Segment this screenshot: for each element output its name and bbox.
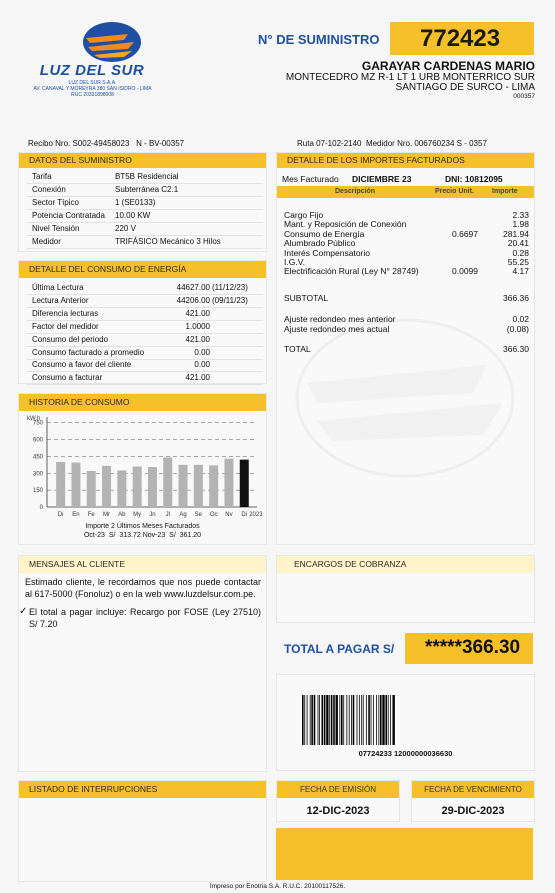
company-logo	[20, 18, 165, 103]
consumption-row	[19, 296, 266, 306]
x-tick-label: Se	[194, 512, 203, 518]
emission-date-label: FECHA DE EMISIÓN	[277, 781, 399, 798]
billed-month-value: DICIEMBRE 23	[352, 174, 412, 184]
x-tick-label: Jl	[165, 512, 170, 518]
history-title: HISTORIA DE CONSUMO	[19, 394, 266, 411]
supply-detail-value: 1 (SE0133)	[115, 198, 156, 207]
consumption-row	[19, 348, 266, 358]
row-divider	[27, 294, 263, 295]
y-tick-label: 0	[39, 505, 43, 511]
supply-detail-row	[19, 172, 266, 182]
charges-title: DETALLE DE LOS IMPORTES FACTURADOS	[277, 153, 534, 168]
row-divider	[27, 222, 263, 223]
consumption-row	[19, 283, 266, 293]
x-tick-label: Di	[241, 512, 248, 518]
supply-detail-value: 220 V	[115, 224, 136, 233]
charge-amount: 20.41	[507, 238, 529, 249]
total-to-pay-label: TOTAL A PAGAR S/	[284, 642, 395, 656]
supply-detail-value: BT5B Residencial	[115, 172, 179, 181]
charge-description: Electrificación Rural (Ley N° 28749)	[284, 266, 419, 277]
consumption-row	[19, 360, 266, 370]
due-date-value: 29-DIC-2023	[441, 805, 505, 817]
history-panel	[18, 393, 267, 545]
charge-description: I.G.V.	[284, 257, 305, 267]
message-fose: El total a pagar incluye: Recargo por FOSE (Ley 27510) S/ 7.20	[29, 607, 261, 629]
x-tick-label: Jn	[149, 512, 156, 518]
row-divider	[27, 371, 263, 372]
consumption-panel	[18, 260, 267, 384]
interruptions-title: LISTADO DE INTERRUPCIONES	[19, 781, 266, 798]
col-unit-price: Precio Unit.	[435, 188, 474, 195]
supply-detail-label: Medidor	[32, 237, 61, 246]
charge-amount: 1.98	[512, 219, 529, 230]
barcode-number: 07724233 12000000036630	[358, 749, 453, 758]
col-description: Descripción	[335, 188, 376, 195]
customer-address-line1: MONTECEDRO MZ R-1 LT 1 URB MONTERRICO SUR	[285, 72, 535, 83]
charge-description: Mant. y Reposición de Conexión	[284, 219, 407, 230]
emission-date-value: 12-DIC-2023	[306, 805, 370, 817]
row-divider	[27, 320, 263, 321]
charge-unit-price: 0.6697	[452, 228, 478, 239]
row-divider	[27, 359, 263, 360]
adjust-curr-value: (0.08)	[506, 324, 529, 334]
y-tick-label: 150	[32, 488, 43, 495]
y-tick-label: 600	[32, 437, 43, 444]
total-to-pay-value: *****366.30	[425, 637, 521, 658]
supply-detail-row	[19, 237, 266, 247]
consumption-bar	[209, 465, 218, 507]
row-divider	[27, 384, 263, 385]
company-address: AV. CANAVAL Y MOREYRA 380 SAN ISIDRO - LIMA	[33, 86, 152, 92]
consumption-label: Última Lectura	[32, 283, 84, 292]
consumption-bar	[224, 459, 233, 507]
consumption-row	[19, 309, 266, 319]
supply-details-title: DATOS DEL SUMINISTRO	[19, 153, 266, 168]
y-tick-label: 750	[32, 420, 43, 427]
cobranza-title: ENCARGOS DE COBRANZA	[277, 556, 534, 573]
row-divider	[27, 196, 263, 197]
consumption-row	[19, 322, 266, 332]
consumption-bar	[194, 465, 203, 507]
subtotal-label: SUBTOTAL	[284, 293, 329, 303]
consumption-bar	[163, 458, 172, 508]
supply-detail-label: Potencia Contratada	[32, 211, 105, 220]
adjust-curr-label: Ajuste redondeo mes actual	[284, 324, 390, 334]
supply-detail-label: Tarifa	[32, 172, 52, 181]
row-divider	[27, 333, 263, 334]
adjust-prev-label: Ajuste redondeo mes anterior	[284, 314, 396, 324]
barcode-panel	[276, 674, 535, 771]
consumption-date: (11/12/23)	[212, 283, 248, 292]
charge-description: Alumbrado Público	[284, 238, 356, 249]
charges-panel	[276, 152, 535, 545]
consumption-value: 0.00	[194, 360, 210, 370]
consumption-value: 421.00	[185, 308, 210, 318]
row-divider	[27, 183, 263, 184]
consumption-value: 44206.00	[176, 295, 210, 305]
billed-month-label: Mes Facturado	[282, 174, 339, 184]
x-tick-label: My	[133, 512, 142, 518]
consumption-value: 421.00	[185, 334, 210, 344]
due-date-label: FECHA DE VENCIMIENTO	[412, 781, 534, 798]
cobranza-panel	[276, 555, 535, 623]
consumption-bar	[102, 466, 111, 507]
consumption-date: (09/11/23)	[212, 295, 248, 305]
consumption-label: Consumo a facturar	[32, 373, 103, 383]
consumption-label: Factor del medidor	[32, 321, 99, 331]
customer-dni: DNI: 10812095	[445, 174, 503, 184]
charge-amount: 2.33	[512, 210, 529, 220]
consumption-bar	[56, 462, 65, 507]
consumption-label: Consumo a favor del cliente	[32, 360, 132, 370]
consumption-bar	[133, 467, 142, 508]
consumption-label: Lectura Anterior	[32, 295, 89, 305]
supply-label: N° DE SUMINISTRO	[258, 32, 380, 47]
row-divider	[27, 248, 263, 249]
supply-detail-row	[19, 198, 266, 208]
route-meter: Ruta 07-102-2140 Medidor Nro. 006760234 S - 0357	[297, 139, 487, 148]
total-value: 366.30	[503, 344, 529, 354]
charge-description: Consumo de Energía	[284, 228, 365, 239]
row-divider	[27, 346, 263, 347]
charge-amount: 4.17	[512, 266, 529, 277]
consumption-bar	[117, 470, 126, 507]
bottom-yellow-block	[276, 828, 533, 880]
x-tick-label: Fe	[87, 512, 95, 518]
consumption-bar	[240, 460, 249, 507]
supply-detail-row	[19, 185, 266, 195]
consumption-value: 421.00	[185, 373, 210, 383]
charge-amount: 281.94	[503, 228, 529, 239]
y-axis-unit-label: kW.h	[27, 416, 41, 422]
company-name: LUZ DEL SUR S.A.A.	[68, 80, 117, 86]
x-tick-label: Ag	[179, 512, 187, 518]
x-year-label: 2023	[249, 512, 263, 518]
charges-header-row	[277, 186, 534, 198]
messages-title: MENSAJES AL CLIENTE	[19, 556, 266, 573]
customer-name: GARAYAR CARDENAS MARIO	[361, 59, 535, 73]
consumption-bar	[71, 463, 80, 507]
row-divider	[27, 307, 263, 308]
y-tick-label: 300	[32, 471, 43, 478]
receipt-number: Recibo Nro. S002-49458023 N - BV-00357	[28, 139, 185, 148]
total-label: TOTAL	[284, 344, 311, 354]
supply-detail-label: Nivel Tensión	[32, 224, 80, 233]
charge-row	[277, 266, 534, 276]
history-footer-values: Oct-23 S/ 313.72 Nov-23 S/ 361.20	[83, 532, 202, 539]
y-tick-label: 450	[32, 454, 43, 461]
supply-detail-value: Subterránea C2.1	[115, 185, 179, 194]
consumption-label: Diferencia lecturas	[32, 308, 99, 318]
printer-footer: Impreso por Enotria S.A. R.U.C. 20100117526.	[209, 883, 346, 890]
messages-panel	[18, 555, 267, 772]
emission-date-panel	[276, 780, 400, 822]
consumption-history-chart	[19, 413, 264, 525]
logo-emblem-icon	[20, 18, 165, 68]
adjust-prev-value: 0.02	[512, 314, 529, 324]
due-date-panel	[411, 780, 535, 822]
consumption-label: Consumo del periodo	[32, 334, 109, 344]
charge-description: Cargo Fijo	[284, 210, 324, 220]
x-tick-label: Ab	[118, 512, 126, 518]
barcode-icon	[302, 695, 492, 745]
row-divider	[27, 235, 263, 236]
supply-details-panel	[18, 152, 267, 252]
subtotal-value: 366.36	[503, 293, 529, 303]
charge-unit-price: 0.0099	[452, 266, 478, 277]
message-contact: Estimado cliente, le recordamos que nos puede contactar al 617-5000 (Fonoluz) o en la web www.luzdelsur.com.pe.	[25, 577, 261, 599]
supply-detail-label: Conexión	[32, 185, 66, 194]
consumption-value: 0.00	[194, 347, 210, 357]
consumption-bar	[148, 467, 157, 507]
consumption-title: DETALLE DEL CONSUMO DE ENERGÍA	[19, 261, 266, 278]
consumption-row	[19, 335, 266, 345]
charge-amount: 55.25	[507, 257, 529, 267]
col-amount: Importe	[492, 188, 518, 195]
charge-description: Interés Compensatorio	[284, 247, 370, 258]
consumption-value: 1.0000	[185, 321, 210, 331]
x-tick-label: Mr	[103, 512, 111, 518]
customer-address-line2: SANTIAGO DE SURCO - LIMA	[395, 82, 535, 93]
x-tick-label: Nv	[225, 512, 233, 518]
supply-detail-value: TRIFÁSICO Mecánico 3 Hilos	[115, 237, 221, 246]
consumption-value: 44627.00	[176, 283, 210, 292]
consumption-label: Consumo facturado a promedio	[32, 347, 145, 357]
supply-detail-value: 10.00 KW	[115, 211, 151, 220]
row-divider	[27, 209, 263, 210]
supply-detail-row	[19, 224, 266, 234]
checkmark-icon: ✓	[19, 606, 28, 617]
supply-detail-label: Sector Típico	[32, 198, 79, 207]
logo-text: LUZ DEL SUR	[39, 62, 145, 79]
customer-code: 000357	[513, 93, 535, 100]
consumption-row	[19, 373, 266, 383]
history-footer-title: Importe 2 Últimos Meses Facturados	[85, 523, 200, 530]
x-tick-label: Oc	[209, 512, 218, 518]
x-tick-label: Di	[57, 512, 64, 518]
interruptions-panel	[18, 780, 267, 882]
supply-detail-row	[19, 211, 266, 221]
consumption-bar	[179, 465, 188, 507]
consumption-bar	[87, 471, 96, 507]
supply-number: 772423	[420, 25, 501, 52]
company-ruc: RUC 20331898008	[71, 92, 114, 98]
charge-amount: 0.28	[512, 247, 529, 258]
x-tick-label: En	[72, 512, 80, 518]
